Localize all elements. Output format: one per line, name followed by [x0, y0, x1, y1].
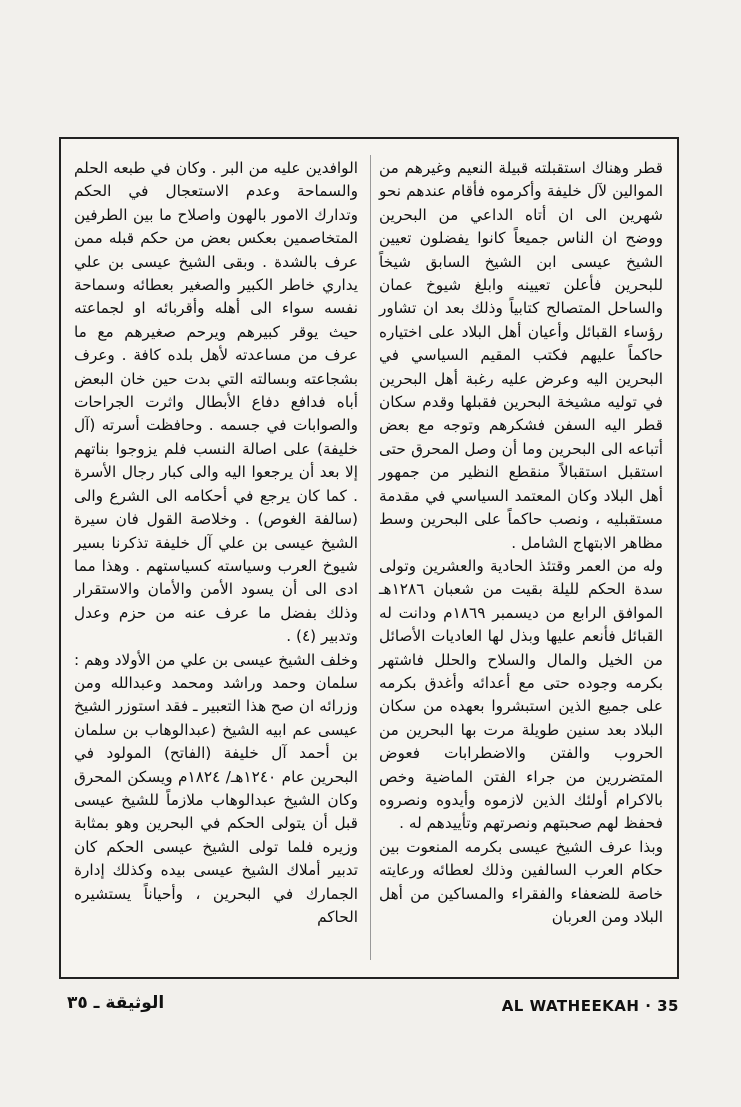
paragraph: وبذا عرف الشيخ عيسى بكرمه المنعوت بين حكام العرب السالفين وذلك لعطائه ورعايته خاصة للضعفاء والفقراء والمساكين من أهل البلاد ومن العربان — [379, 837, 663, 926]
paragraph: وله من العمر وقتئذ الحادية والعشرين وتولى سدة الحكم لليلة بقيت من شعبان ١٢٨٦هـ الموافق الرابع من ديسمبر ١٨٦٩م ودانت له القبائل فأنعم عليها وبذل لها العاديات الأصائل من الخيل والمال والسلاح والحلل فاشتهر بكرمه وجوده حتى مع أعدائه وأغدق بكرمه على جميع الذين استبشروا بعهده من سكان البلاد بعد سنين طويلة مرت بها البحرين من الحروب والفتن والاضطرابات فعوض المتضررين من جراء الفتن الماضية وخص بالاكرام أولئك الذين لازموه وأيدوه ونصروه فحفظ لهم صحبتهم ونصرتهم وتأييدهم له . — [379, 556, 663, 833]
right-text-column — [379, 157, 663, 929]
page-footer — [59, 993, 679, 1023]
footer-arabic-page-label: الوثيقة ـ ٣٥ — [67, 993, 165, 1013]
article-frame — [59, 137, 679, 979]
paragraph: وخلف الشيخ عيسى بن علي من الأولاد وهم : سلمان وحمد وراشد ومحمد وعبدالله ومن وزرائه ان صح هذا التعبير ـ فقد استوزر الشيخ عيسى عم ابيه الشيخ (عبدالوهاب بن سلمان بن أحمد آل خليفة (الفاتح) المولود في البحرين عام ١٢٤٠هـ/ ١٨٢٤م ويسكن المحرق وكان الشيخ عبدالوهاب ملازماً للشيخ عيسى قبل أن يتولى الحكم في البحرين وهو بمثابة وزيره فلما تولى الشيخ عيسى الحكم كان تدبير أملاك الشيخ عيسى بيده وكذلك إدارة الجمارك في البحرين ، وأحياناً يستشيره الحاكم — [73, 650, 358, 926]
column-divider — [370, 155, 371, 960]
left-text-column — [74, 157, 358, 929]
paragraph: قطر وهناك استقبلته قبيلة النعيم وغيرهم من الموالين لآل خليفة وأكرموه فأقام عندهم نحو شهرين الى ان أتاه الداعي من البحرين ووضح ان الناس جميعاً كانوا يفضلون تعيين الشيخ عيسى ابن الشيخ السابق شيخاً للبحرين فأعلن تعيينه وابلغ شيوخ عمان والساحل المتصالح كتابياً وذلك بعد ان تشاور رؤساء القبائل وأعيان أهل البلاد على اختياره حاكماً عليهم فكتب المقيم السياسي في البحرين اليه وعرض عليه رغبة أهل البحرين في توليه مشيخة البحرين فقبلها وقدم سكان قطر اليه السفن فشكرهم وتوجه مع بعض أتباعه الى البحرين وما أن وصل المحرق حتى استقبل استقبالاً منقطع النظير من جمهور أهل البلاد وكان المعتمد السياسي في مقدمة مستقبليه ، ونصب حاكماً على البحرين وسط مظاهر الابتهاج الشامل . — [379, 159, 663, 552]
footer-english-page-label: AL WATHEEKAH · 35 — [501, 997, 679, 1015]
paragraph: الوافدين عليه من البر . وكان في طبعه الحلم والسماحة وعدم الاستعجال في الحكم وتدارك الامور بالهون واصلاح ما بين الطرفين المتخاصمين بعكس بعض من حكم قبله ممن عرف بالشدة . وبقى الشيخ عيسى بن علي يداري خاطر الكبير والصغير بعطائه وسماحة نفسه سواء الى أهله وأقربائه او لجماعته حيث يوقر كبيرهم ويرحم صغيرهم مع ما عرف من مساعدته لأهل بلده كافة . وعرف بشجاعته وبسالته التي بدت حين خان البعض أباه فدافع دفاع الأبطال واثرت الجراحات والصوابات في جسمه . وحافظت أسرته (آل خليفة) على اصالة النسب فلم يزوجوا بناتهم إلا بعد أن يرجعوا اليه والى كبار رجال الأسرة . كما كان يرجع في أحكامه الى الشرع والى (سالفة الغوص) . وخلاصة القول فان سيرة الشيخ عيسى بن علي آل خليفة تذكرنا بسير شيوخ العرب وسياسته كسياستهم . وهذا مما ادى الى أن يسود الأمن والأمان والاستقرار وذلك بفضل ما عرف عنه من حزم وعدل وتدبير (٤) . — [74, 159, 358, 646]
